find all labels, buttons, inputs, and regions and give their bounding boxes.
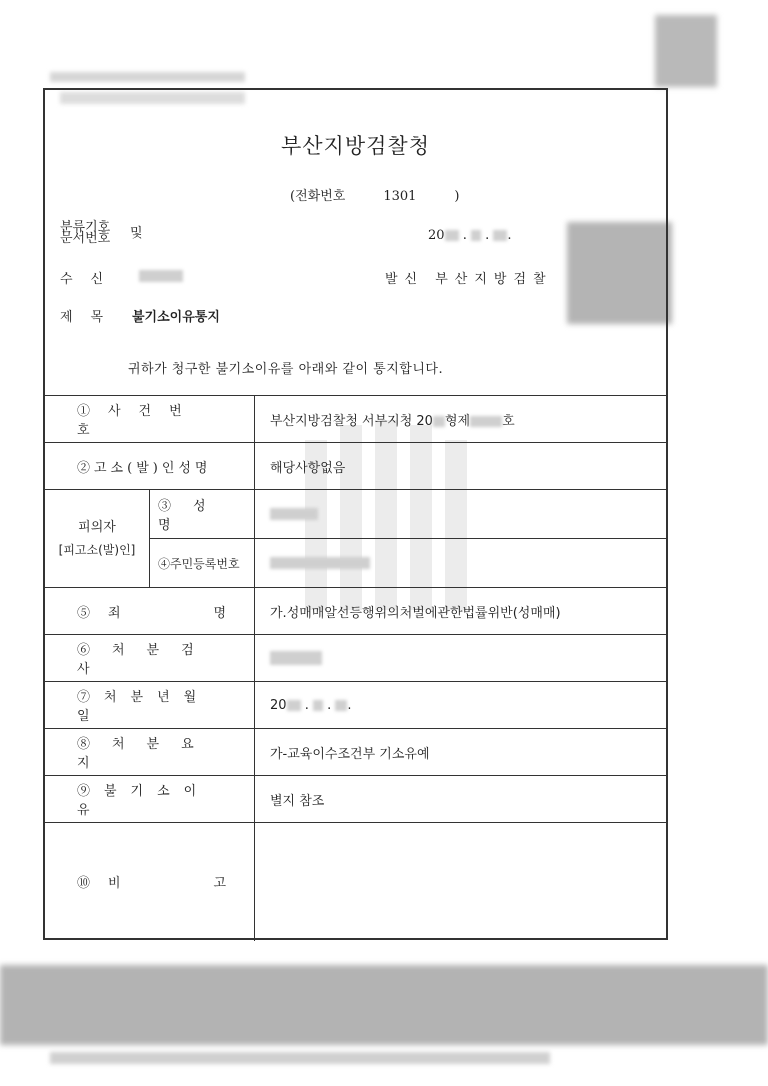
table-row <box>45 396 666 443</box>
document-frame <box>43 88 668 940</box>
redacted-value <box>470 416 502 427</box>
redacted-footer <box>0 965 768 1045</box>
redacted-value <box>270 651 322 665</box>
row-label: ⑦처분년월일 <box>45 682 255 729</box>
redacted-value <box>270 508 318 520</box>
classification-label-text: 분류기호 문서번호 <box>60 220 111 246</box>
table-row <box>45 776 666 823</box>
phone-close: ) <box>454 189 460 204</box>
table-row <box>45 490 666 539</box>
row-label: ⑥처분검사 <box>45 635 255 682</box>
suspect-group-label: 피의자 [피고소(발)인] <box>45 490 150 588</box>
classification-suffix: 및 <box>130 226 143 241</box>
table-row <box>45 443 666 490</box>
row-label: ④주민등록번호 <box>150 539 255 588</box>
row-label: ⑧처분요지 <box>45 729 255 776</box>
phone-line <box>290 185 459 204</box>
table-row <box>45 635 666 682</box>
redacted-value <box>445 230 459 241</box>
subject-label: 제목 <box>60 310 122 325</box>
table-row <box>45 588 666 635</box>
redacted-recipient <box>139 270 183 282</box>
redacted-stamp-top-right <box>655 15 717 87</box>
resident-number-value <box>255 539 667 588</box>
table-row <box>45 823 666 941</box>
classification-label <box>60 222 110 244</box>
row-label: ①사건번호 <box>45 396 255 443</box>
document-date: 20 . . . <box>428 228 512 243</box>
redacted-header-line <box>50 72 245 82</box>
row-label: ⑩비 고 <box>45 823 255 941</box>
name-value <box>255 490 667 539</box>
redacted-value <box>287 700 301 711</box>
phone-label: (전화번호 <box>290 189 346 204</box>
prosecutor-value <box>255 635 667 682</box>
offense-value: 가.성매매알선등행위의처벌에관한법률위반(성매매) <box>255 588 667 635</box>
redacted-footer-line <box>50 1052 550 1064</box>
table-row <box>45 682 666 729</box>
recipient-label: 수신 <box>60 272 122 287</box>
sender: 발신 부산지방검찰 <box>385 272 553 287</box>
intro-text: 귀하가 청구한 불기소이유를 아래와 같이 통지합니다. <box>128 362 444 377</box>
remarks-value <box>255 823 667 941</box>
redacted-value <box>313 700 323 711</box>
row-label: ③성명 <box>150 490 255 539</box>
page-title: 부산지방검찰청 <box>280 134 430 158</box>
redacted-value <box>335 700 347 711</box>
redacted-value <box>433 416 445 427</box>
row-label: ⑤죄 명 <box>45 588 255 635</box>
reason-value: 별지 참조 <box>255 776 667 823</box>
redacted-value <box>471 230 481 241</box>
row-label: ⑨불기소이유 <box>45 776 255 823</box>
notice-table <box>45 395 666 941</box>
table-row <box>45 729 666 776</box>
case-number-value: 부산지방검찰청 서부지청 20 형제 호 <box>255 396 667 443</box>
row-label: ②고소(발)인성명 <box>45 443 255 490</box>
subject: 불기소이유통지 <box>132 310 220 325</box>
disposition-date-value: 20 . . . <box>255 682 667 729</box>
complainant-value: 해당사항없음 <box>255 443 667 490</box>
redacted-value <box>270 557 370 569</box>
phone-number: 1301 <box>383 189 417 204</box>
redacted-value <box>493 230 507 241</box>
disposition-summary-value: 가-교육이수조건부 기소유예 <box>255 729 667 776</box>
